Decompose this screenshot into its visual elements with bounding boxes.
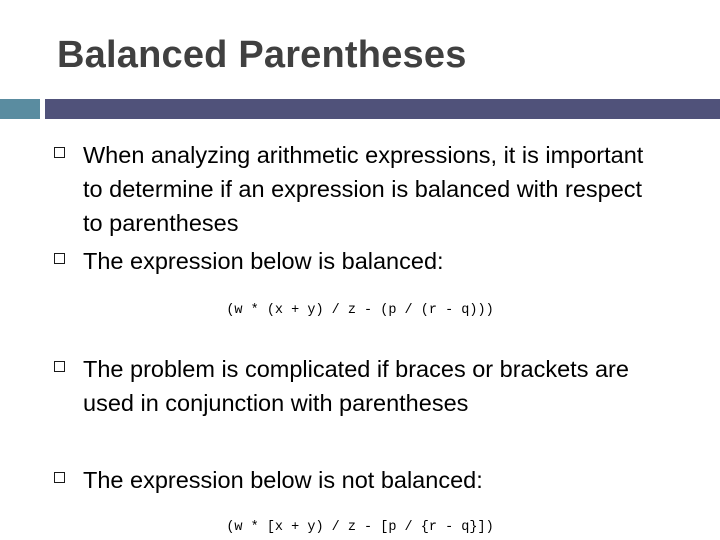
square-bullet-icon [54, 361, 65, 372]
slide-title: Balanced Parentheses [57, 34, 467, 76]
bullet-text: The expression below is balanced: [83, 248, 444, 274]
bullet-text: The problem is complicated if braces or brackets are used in conjunction with parentheses [83, 356, 629, 416]
square-bullet-icon [54, 253, 65, 264]
code-example-unbalanced: (w * [x + y) / z - [p / {r - q}]) [226, 520, 494, 535]
title-accent-block [0, 99, 40, 119]
square-bullet-icon [54, 147, 65, 158]
code-example-balanced: (w * (x + y) / z - (p / (r - q))) [226, 303, 494, 318]
square-bullet-icon [54, 472, 65, 483]
bullet-text: When analyzing arithmetic expressions, it is important to determine if an expression is balanced with respect to parentheses [83, 142, 644, 236]
title-underline-bar [45, 99, 720, 119]
bullet-text: The expression below is not balanced: [83, 467, 483, 493]
